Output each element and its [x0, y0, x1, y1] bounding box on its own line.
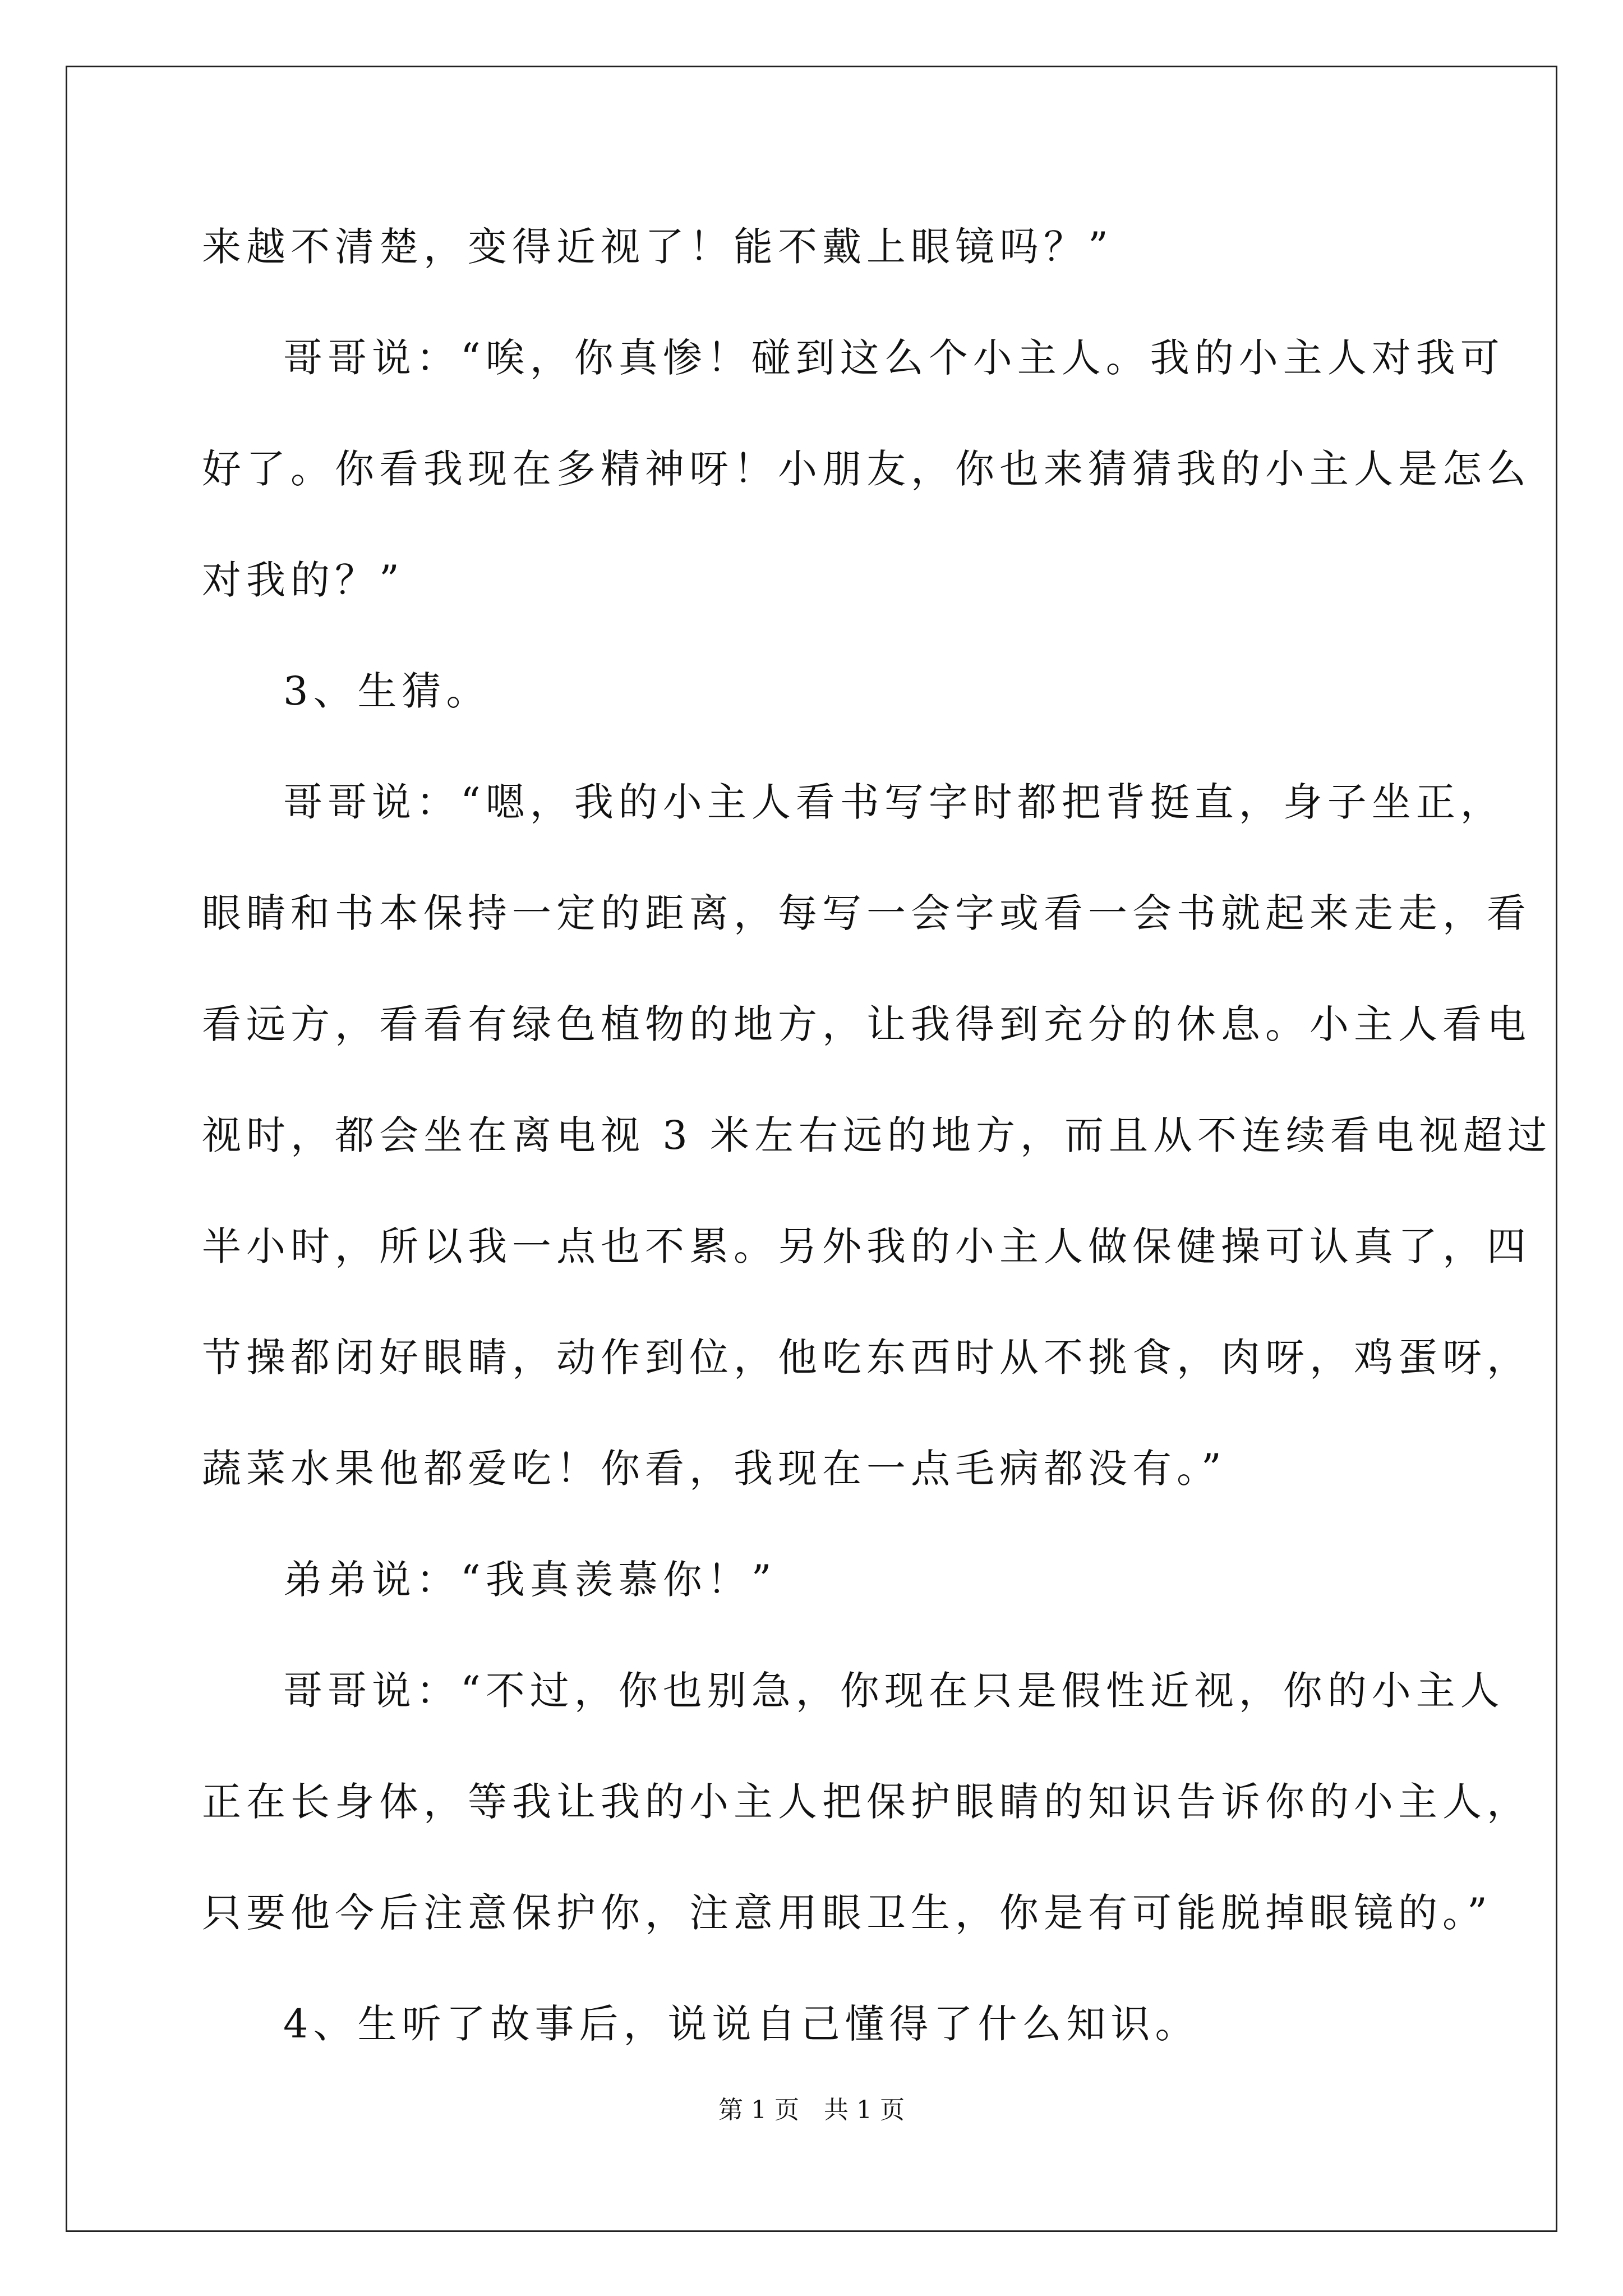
text-line: 眼睛和书本保持一定的距离，每写一会字或看一会书就起来走走，看	[202, 890, 1531, 936]
text-line: 对我的？”	[202, 557, 404, 603]
text-line: 哥哥说：“唉，你真惨！碰到这么个小主人。我的小主人对我可	[283, 335, 1505, 381]
page-footer: 第 1 页 共 1 页	[718, 2096, 905, 2124]
text-line: 弟弟说：“我真羡慕你！”	[283, 1557, 777, 1603]
text-line: 看远方，看看有绿色植物的地方，让我得到充分的休息。小主人看电	[202, 1001, 1531, 1047]
text-line: 好了。你看我现在多精神呀！小朋友，你也来猜猜我的小主人是怎么	[202, 446, 1531, 492]
text-line: 半小时，所以我一点也不累。另外我的小主人做保健操可认真了，四	[202, 1223, 1531, 1269]
text-line: 正在长身体，等我让我的小主人把保护眼睛的知识告诉你的小主人，	[202, 1779, 1531, 1825]
text-line: 蔬菜水果他都爱吃！你看，我现在一点毛病都没有。”	[202, 1446, 1227, 1492]
text-line: 3、生猜。	[283, 668, 491, 714]
text-line: 哥哥说：“嗯，我的小主人看书写字时都把背挺直，身子坐正，	[283, 779, 1505, 825]
text-line: 来越不清楚，变得近视了！能不戴上眼镜吗？”	[202, 224, 1113, 270]
text-line: 节操都闭好眼睛，动作到位，他吃东西时从不挑食，肉呀，鸡蛋呀，	[202, 1335, 1531, 1381]
text-line: 只要他今后注意保护你，注意用眼卫生，你是有可能脱掉眼镜的。”	[202, 1890, 1492, 1936]
text-line: 哥哥说：“不过，你也别急，你现在只是假性近视，你的小主人	[283, 1668, 1505, 1714]
text-line: 视时，都会坐在离电视 3 米左右远的地方，而且从不连续看电视超过	[202, 1112, 1552, 1158]
text-line: 4、生听了故事后，说说自己懂得了什么知识。	[283, 2001, 1200, 2047]
